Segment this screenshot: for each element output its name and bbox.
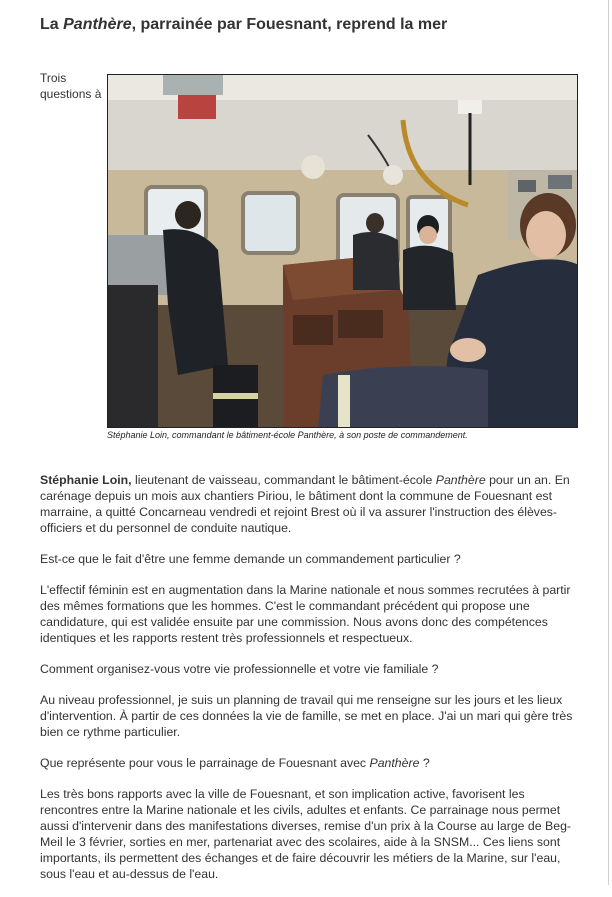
question-3-end: ? [419, 756, 430, 770]
answer-1: L'effectif féminin est en augmentation dans la Marine nationale et nous sommes recrutées à partir des mêmes formations que les hommes. C'est le commandant précédent qui propose une candidature, qui est validée ensuite par une commission. Nous avons donc des compétences identiques et les rapports restent très professionnels et respectueux. [40, 583, 571, 645]
lead-name: Stéphanie Loin, [40, 473, 132, 487]
photo-caption: Stéphanie Loin, commandant le bâtiment-école Panthère, à son poste de commandement. [107, 430, 468, 440]
question-3-ship-name: Panthère [369, 756, 420, 770]
question-3 [40, 755, 585, 771]
question-3-text: Que représente pour vous le parrainage de Fouesnant avec [40, 756, 370, 770]
lead-paragraph [40, 472, 585, 536]
question-1: Est-ce que le fait d'être une femme demande un commandement particulier ? [40, 552, 461, 566]
title-ship-name: Panthère [63, 16, 132, 33]
article-photo [107, 74, 578, 428]
lead-ship-name: Panthère [435, 473, 486, 487]
article-title [40, 16, 447, 34]
lead-text-start: lieutenant de vaisseau, commandant le bâtiment-école [131, 473, 436, 487]
answer-3: Les très bons rapports avec la ville de Fouesnant, et son implication active, favorisent les rencontres entre la Marine nationale et les civils, adultes et enfants. Ce parrainage nous permet aussi d'intervenir dans des manifestations diverses, remise d'un prix à la Course au large de Beg-Meil le 3 février, sorties en mer, partenariat avec des scolaires, aide à la SNSM... Ces liens sont importants, ils permettent des échanges et de faire découvrir les métiers de la Marine, sur l'eau, sous l'eau et au-dessus de l'eau. [40, 787, 571, 881]
intro-text: Trois questions à [40, 71, 102, 101]
title-text-end: , parrainée par Fouesnant, reprend la mer [131, 16, 448, 33]
lead-text-end: pour un an. En carénage depuis un mois aux chantiers Piriou, le bâtiment dont la commune de Fouesnant est marraine, a quitté Concarneau vendredi et rejoint Brest où il va assurer l'instruction des élèves-officiers et du personnel de conduite nautique. [40, 473, 570, 535]
answer-2: Au niveau professionnel, je suis un planning de travail qui me renseigne sur les jours et les lieux d'intervention. À partir de ces données la vie de famille, se met en place. J'ai un mari qui gère très bien ce rythme particulier. [40, 693, 573, 739]
article-body [40, 472, 585, 897]
title-text-start: La [40, 16, 64, 33]
question-2: Comment organisez-vous votre vie professionnelle et votre vie familiale ? [40, 662, 439, 676]
